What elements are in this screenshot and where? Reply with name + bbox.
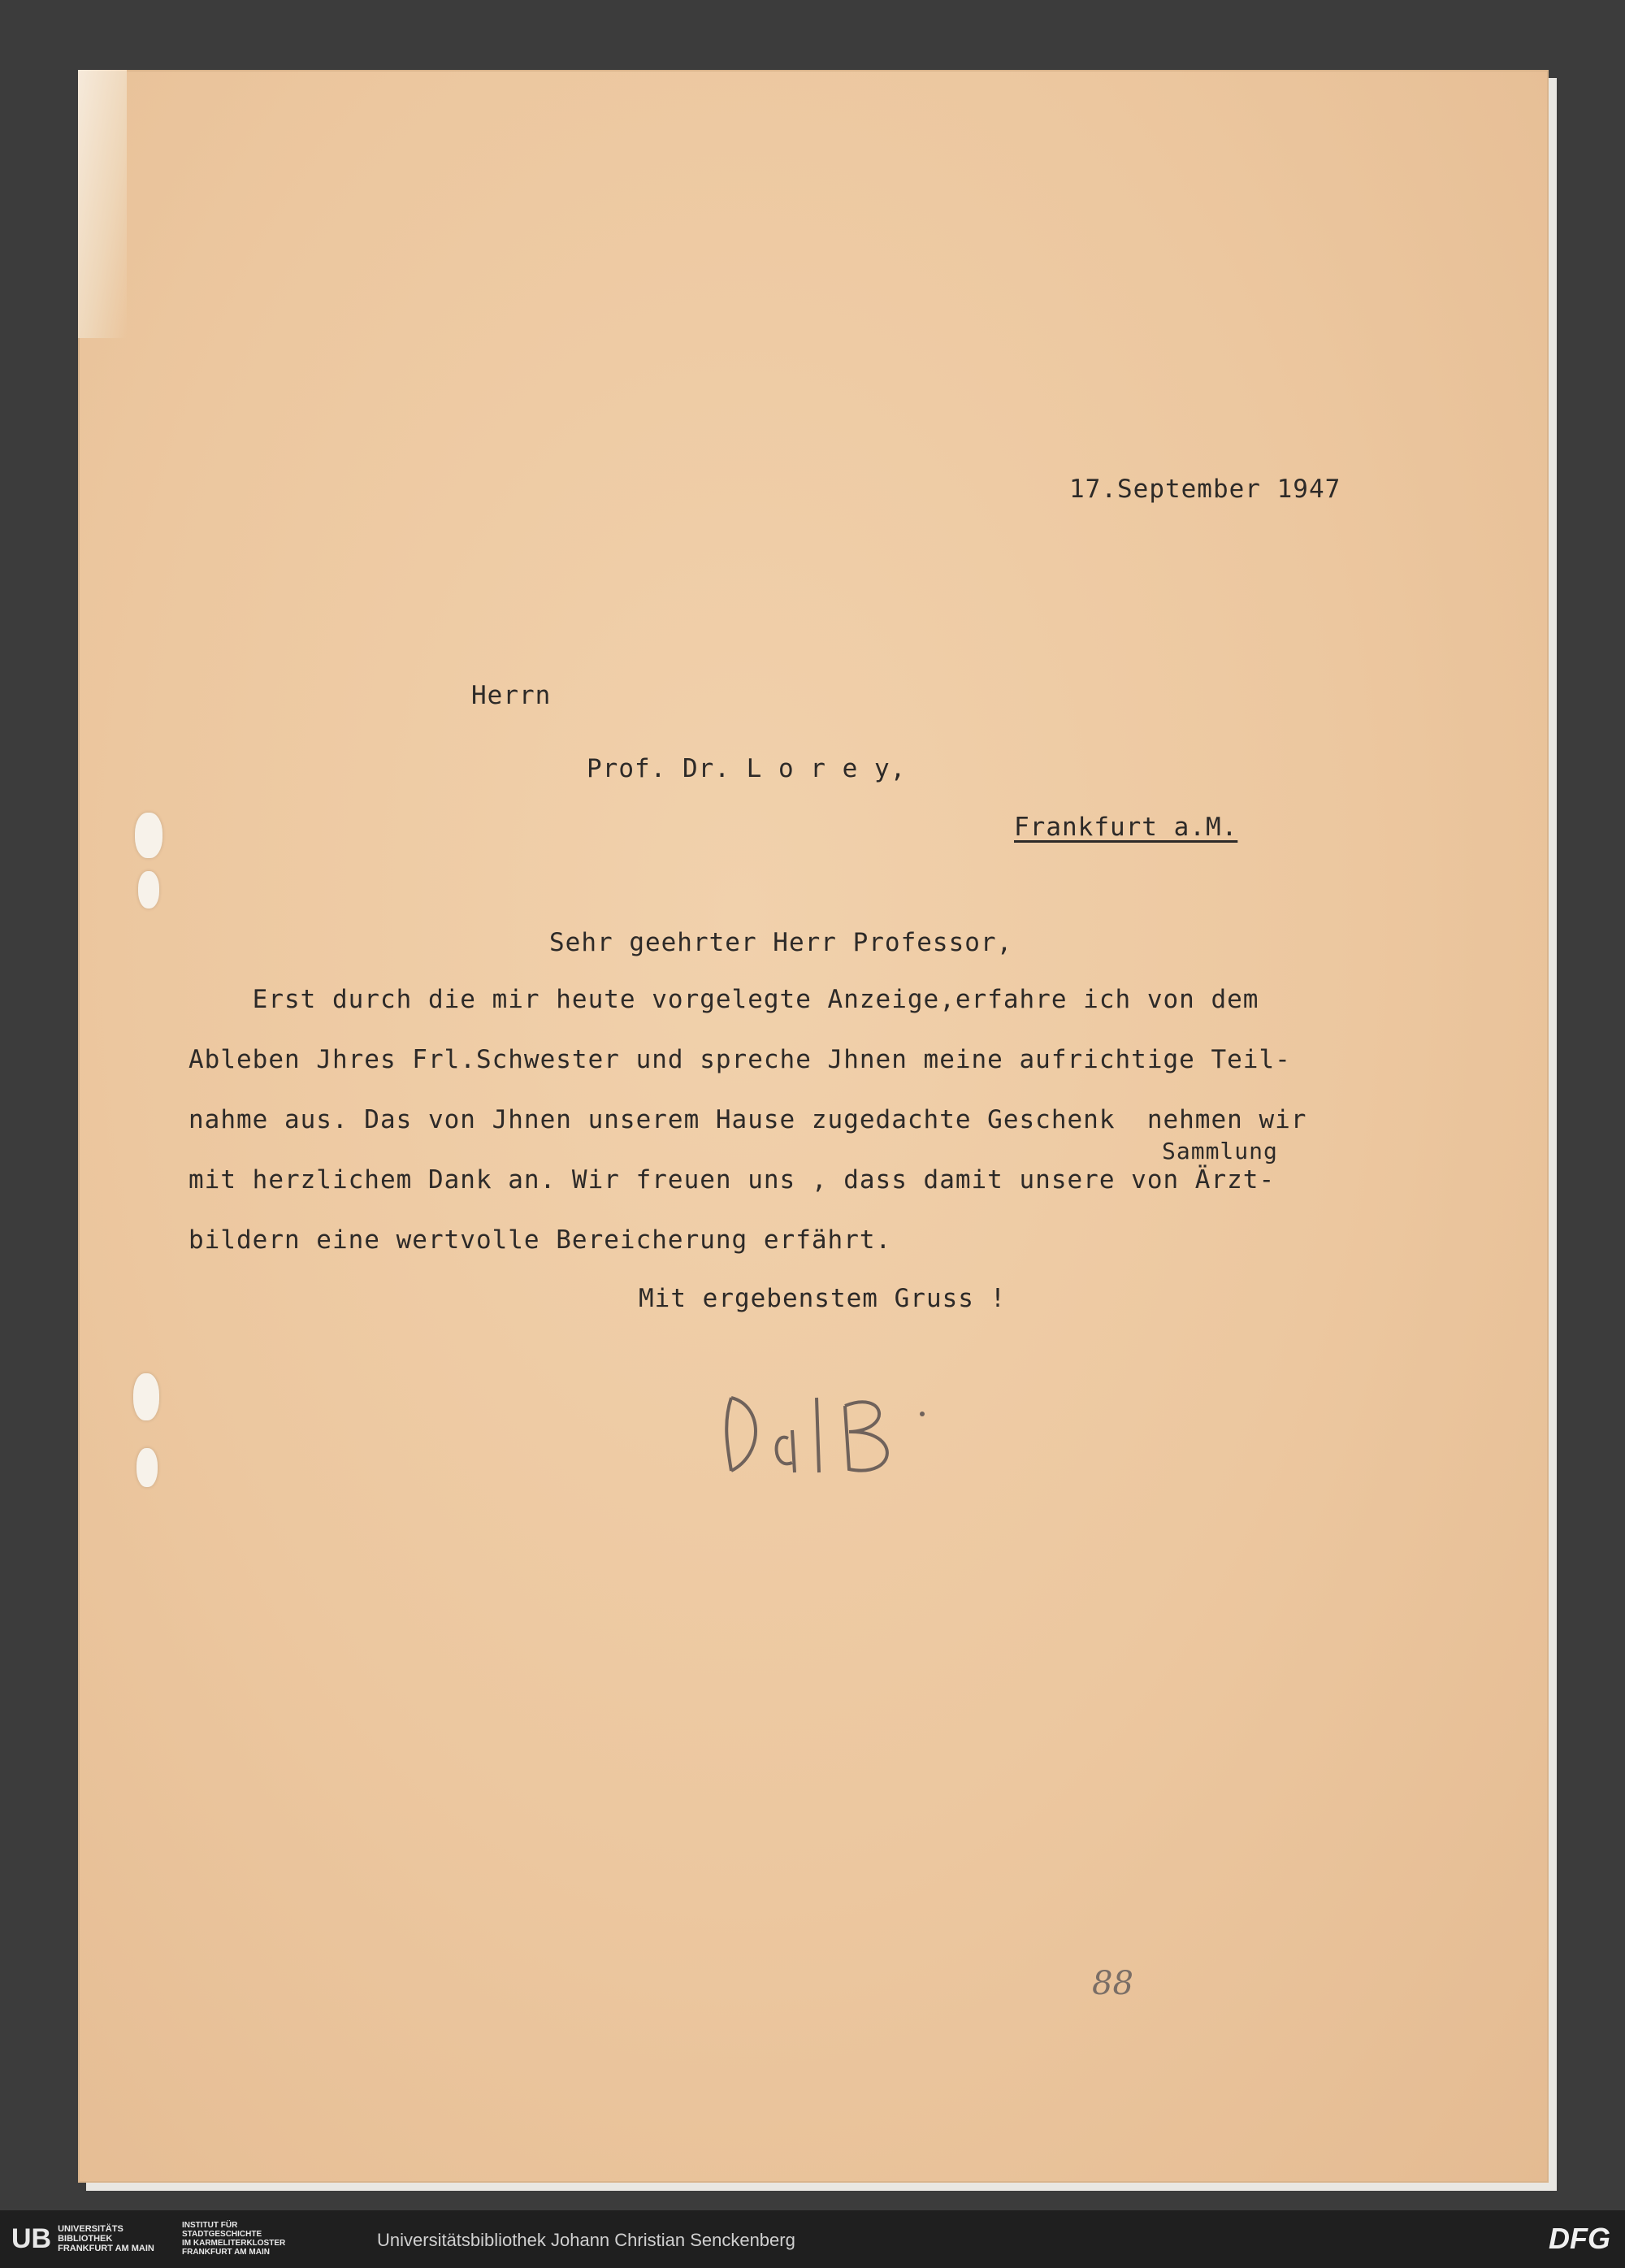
punch-hole [136, 1448, 158, 1487]
institute-logo [176, 2217, 285, 2261]
insertion-above-line: Sammlung [1162, 1138, 1278, 1164]
ub-logo [11, 2217, 154, 2261]
paper-fold [78, 70, 127, 338]
ub-mark: UB [11, 2222, 52, 2254]
addressee-herrn: Herrn [471, 681, 552, 710]
dfg-logo: DFG [1549, 2222, 1610, 2255]
footer-bar [0, 2210, 1625, 2268]
addressee-name: Prof. Dr. L o r e y, [587, 754, 907, 783]
punch-hole [133, 1373, 159, 1420]
closing: Mit ergebenstem Gruss ! [639, 1284, 1007, 1313]
body-line: Erst durch die mir heute vorgelegte Anzeige,erfahre ich von dem [188, 985, 1259, 1014]
body-line: mit herzlichem Dank an. Wir freuen uns , dass damit unsere von Ärzt- [188, 1165, 1276, 1195]
page-number: 88 [1092, 1965, 1133, 2002]
punch-hole [138, 871, 159, 909]
greeting: Sehr geehrter Herr Professor, [549, 928, 1013, 957]
institute-text: INSTITUT FÜR STADTGESCHICHTE IM KARMELITERKLOSTER FRANKFURT AM MAIN [182, 2221, 286, 2257]
handwritten-signature [715, 1381, 975, 1487]
addressee-city: Frankfurt a.M. [1014, 813, 1238, 842]
body-line: bildern eine wertvolle Bereicherung erfährt. [188, 1225, 892, 1255]
ub-text: UNIVERSITÄTS BIBLIOTHEK FRANKFURT AM MAIN [58, 2224, 154, 2253]
footer-caption: Universitätsbibliothek Johann Christian Senckenberg [377, 2230, 795, 2250]
body-line: nahme aus. Das von Jhnen unserem Hause zugedachte Geschenk nehmen wir [188, 1105, 1307, 1134]
letter-date: 17.September 1947 [1069, 475, 1341, 504]
punch-hole [135, 813, 162, 858]
body-line: Ableben Jhres Frl.Schwester und spreche Jhnen meine aufrichtige Teil- [188, 1045, 1291, 1074]
